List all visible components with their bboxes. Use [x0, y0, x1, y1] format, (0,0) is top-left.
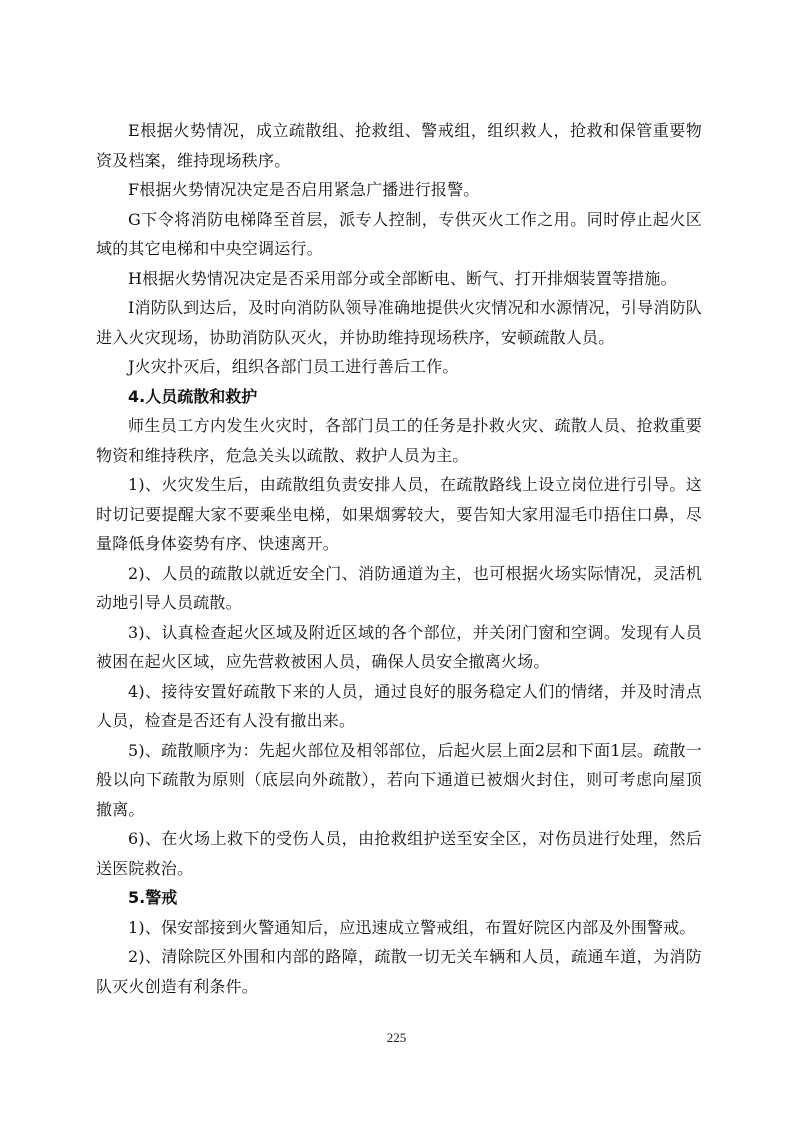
paragraph-evacuation-1: 1)、火灾发生后，由疏散组负责安排人员，在疏散路线上设立岗位进行引导。这时切记要提醒大家不要乘坐电梯，如果烟雾较大，要告知大家用湿毛巾捂住口鼻，尽量降低身体姿势有序、快速离开。 [96, 475, 702, 553]
paragraph-j: J火灾扑灭后，组织各部门员工进行善后工作。 [128, 357, 459, 376]
paragraph-i: I消防队到达后，及时向消防队领导准确地提供火灾情况和水源情况，引导消防队进入火灾现场，协助消防队灭火，并协助维持现场秩序，安顿疏散人员。 [96, 298, 702, 347]
page-number: 225 [386, 1030, 407, 1045]
paragraph-h: H根据火势情况决定是否采用部分或全部断电、断气、打开排烟装置等措施。 [128, 268, 677, 288]
paragraph-evacuation-6: 6)、在火场上救下的受伤人员，由抢救组护送至安全区，对伤员进行处理，然后送医院救治。 [96, 829, 702, 878]
paragraph-f: F根据火势情况决定是否启用紧急广播进行报警。 [128, 180, 480, 199]
paragraph-e: E根据火势情况，成立疏散组、抢救组、警戒组，组织救人，抢救和保管重要物资及档案，维持现场秩序。 [96, 121, 702, 170]
paragraph-g: G下令将消防电梯降至首层，派专人控制，专供灭火工作之用。同时停止起火区域的其它电梯和中央空调运行。 [96, 209, 702, 258]
section-heading-guard: 5.警戒 [128, 888, 178, 907]
paragraph-evacuation-4: 4)、接待安置好疏散下来的人员，通过良好的服务稳定人们的情绪，并及时清点人员，检查是否还有人没有撤出来。 [96, 681, 702, 730]
paragraph-evacuation-intro: 师生员工方内发生火灾时，各部门员工的任务是扑救火灾、疏散人员、抢救重要物资和维持秩序，危急关头以疏散、救护人员为主。 [96, 416, 702, 465]
section-heading-evacuation: 4.人员疏散和救护 [128, 386, 258, 406]
paragraph-guard-2: 2)、清除院区外围和内部的路障，疏散一切无关车辆和人员，疏通车道，为消防队灭火创造有利条件。 [96, 947, 702, 996]
paragraph-evacuation-5: 5)、疏散顺序为：先起火部位及相邻部位，后起火层上面2层和下面1层。疏散一般以向下疏散为原则（底层向外疏散），若向下通道已被烟火封住，则可考虑向屋顶撤离。 [96, 740, 702, 819]
paragraph-guard-1: 1)、保安部接到火警通知后，应迅速成立警戒组，布置好院区内部及外围警戒。 [128, 917, 696, 937]
paragraph-evacuation-3: 3)、认真检查起火区域及附近区域的各个部位，并关闭门窗和空调。发现有人员被困在起火区域，应先营救被困人员，确保人员安全撤离火场。 [96, 622, 702, 671]
body-text [96, 116, 702, 1001]
paragraph-evacuation-2: 2)、人员的疏散以就近安全门、消防通道为主，也可根据火场实际情况，灵活机动地引导人员疏散。 [96, 563, 702, 612]
